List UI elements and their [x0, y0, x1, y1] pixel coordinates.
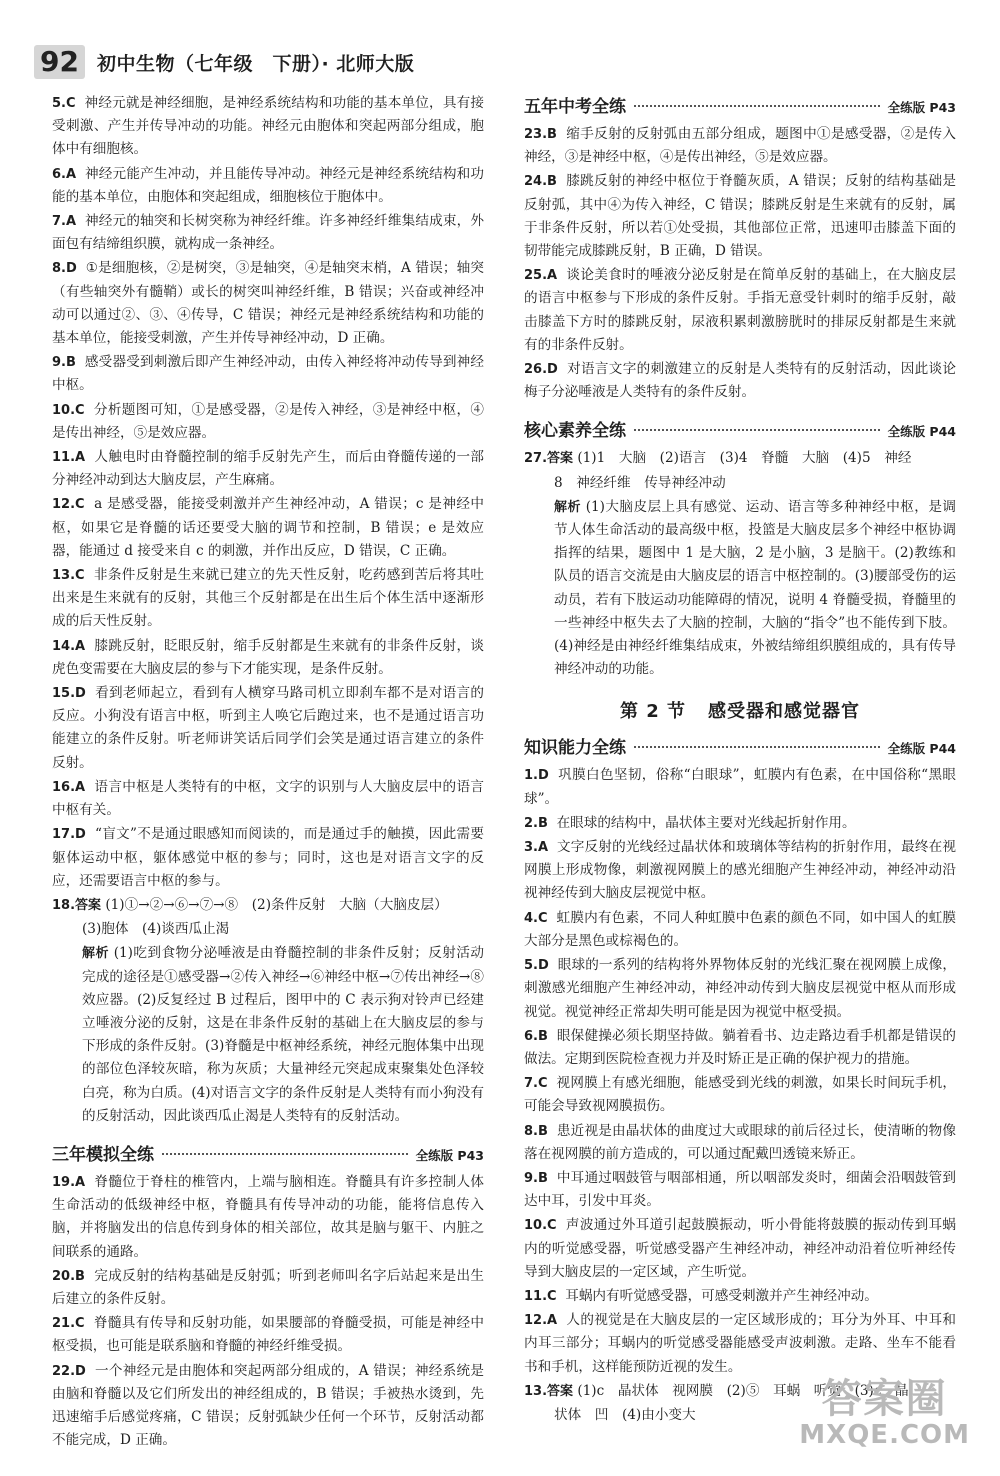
- answer-number: 5.C: [52, 96, 76, 111]
- answer-item: [524, 907, 956, 953]
- answer-number: 20.B: [52, 1268, 85, 1284]
- answer-text: (1)c 晶状体 视网膜 (2)⑤ 耳蜗 听觉 (3)c 晶: [577, 1382, 909, 1399]
- answer-text: 看到老师起立，看到有人横穿马路司机立即刹车都不是对语言的反应。小狗没有语言中枢，听到主人唤它后跑过来，也不是通过语言功能建立的条件反射。听老师讲笑话后同学们会笑是通过语言建立的条件反射。: [52, 685, 484, 771]
- analysis-label: 解析: [554, 499, 581, 515]
- answer-text: 在眼球的结构中，晶状体主要对光线起折射作用。: [556, 814, 856, 831]
- answer-number: 9.B: [52, 355, 76, 371]
- answer-number: 11.A: [52, 450, 86, 466]
- answer-text: 眼保健操必须长期坚持做。躺着看书、边走路边看手机都是错误的做法。定期到医院检查视力并及时矫正是正确的保护视力的措施。: [524, 1027, 956, 1067]
- answer-item: [52, 682, 484, 775]
- answer-item: [524, 1285, 956, 1308]
- answer-number: 26.D: [524, 362, 558, 378]
- answer-item: [52, 493, 484, 563]
- section-title: 知识能力全练: [524, 738, 626, 759]
- answer-text: “盲文”不是通过眼感知而阅读的，而是通过手的触摸，因此需要躯体运动中枢，躯体感觉中枢的参与；同时，这也是对语言文字的反应，还需要语言中枢的参与。: [52, 826, 484, 889]
- answer-number: 10.C: [52, 402, 85, 418]
- answer-text: (1)①→②→⑥→⑦→⑧ (2)条件反射 大脑（大脑皮层）: [105, 896, 448, 913]
- answer-number: 13.答案: [524, 1383, 574, 1399]
- answer-text: 脊髓位于脊柱的椎管内，上端与脑相连。脊髓具有许多控制人体生命活动的低级神经中枢，脊髓具有传导冲动的功能，能将信息传入脑，并将脑发出的信息传到身体的相关部位，故其是脑与躯干、内脏之间联系的通路。: [52, 1173, 484, 1260]
- answer-number: 12.C: [52, 497, 85, 513]
- answer-item: [52, 257, 484, 350]
- answer-item: [52, 1360, 484, 1453]
- answer-item: [524, 170, 956, 263]
- answer-item: [524, 264, 956, 357]
- answer-line: [52, 894, 484, 917]
- question-27: [524, 447, 956, 681]
- answer-item: [52, 1312, 484, 1358]
- answer-item: [524, 836, 956, 906]
- page-number: 92: [34, 45, 85, 79]
- answer-text: 语言中枢是人类特有的中枢，文字的识别与人大脑皮层中的语言中枢有关。: [52, 778, 484, 819]
- answer-text: 视网膜上有感光细胞，能感受到光线的刺激，如果长时间玩手机，可能会导致视网膜损伤。: [524, 1075, 956, 1115]
- answer-number: 6.A: [52, 166, 77, 182]
- answer-text: (1)1 大脑 (2)语言 (3)4 脊髓 大脑 (4)5 神经: [577, 450, 912, 467]
- answer-text: 谈论美食时的唾液分泌反射是在简单反射的基础上，在大脑皮层的语言中枢参与下形成的条件反射。手指无意受针刺时的缩手反射，敲击膝盖下方时的膝跳反射，尿液积累刺激膀胱时的排尿反射都是生来就有的非条件反射。: [524, 267, 956, 353]
- answer-item: [52, 1265, 484, 1311]
- answer-number: 11.C: [524, 1288, 557, 1304]
- answer-item: [524, 123, 956, 169]
- section-header-hexin: [524, 416, 956, 441]
- answer-number: 17.D: [52, 827, 86, 843]
- answer-text: 眼球的一系列的结构将外界物体反射的光线汇聚在视网膜上成像，刺激感光细胞产生神经冲动，神经冲动传到大脑皮层视觉中枢从而形成视觉。视觉神经正常却失明可能是因为视觉中枢受损。: [524, 957, 956, 1020]
- answer-item: [52, 92, 484, 162]
- answer-list-wunian: [524, 123, 956, 404]
- answer-text: 一个神经元是由胞体和突起两部分组成的，A 错误；神经系统是由脑和脊髓以及它们所发出的神经组成的，B 错误；手被热水烫到，先迅速缩手后感觉疼痛，C 错误；反射弧缺少任何一个环节，反射活动都不能完成，D 正确。: [52, 1362, 484, 1449]
- watermark-logo: 答案圈: [821, 1376, 948, 1422]
- section-ref: 全练版 P43: [415, 1147, 484, 1163]
- section-ref: 全练版 P44: [887, 424, 956, 440]
- section-dotted-line: [634, 105, 880, 107]
- question-18: [52, 894, 484, 1128]
- answer-number: 7.C: [524, 1076, 548, 1092]
- chapter-name: 感受器和感觉器官: [708, 701, 861, 723]
- answer-text: 膝跳反射的神经中枢位于脊髓灰质，A 错误；反射的结构基础是反射弧，其中④为传入神经，C 错误；膝跳反射是生来就有的反射，属于非条件反射，所以若①处受损，其他部位正常，迅速叩击膝盖下面的韧带能完成膝跳反射，B 正确，D 错误。: [524, 173, 956, 260]
- answer-item: [524, 1120, 956, 1166]
- answer-text: 膝跳反射，眨眼反射，缩手反射都是生来就有的非条件反射，谈虎色变需要在大脑皮层的参与下才能实现，是条件反射。: [52, 637, 484, 677]
- answer-number: 16.A: [52, 779, 86, 795]
- answer-text: 非条件反射是生来就已建立的先天性反射，吃药感到苦后将其吐出来是生来就有的反射，其他三个反射都是在出生后个体生活中逐渐形成的后天性反射。: [52, 567, 484, 630]
- section-title: 五年中考全练: [524, 97, 626, 117]
- answer-item: [52, 163, 484, 209]
- answer-number: 18.答案: [52, 897, 102, 913]
- answer-text: 神经元就是神经细胞，是神经系统结构和功能的基本单位，具有接受刺激、产生并传导冲动的功能。神经元由胞体和突起两部分组成，胞体中有细胞核。: [52, 95, 484, 158]
- answer-number: 15.D: [52, 686, 86, 702]
- answer-item: [52, 635, 484, 681]
- answer-text: 状体 凹 (4)由小变大: [554, 1406, 696, 1423]
- answer-text: 缩手反射的反射弧由五部分组成，题图中①是感受器，②是传入神经，③是神经中枢，④是传出神经，⑤是效应器。: [524, 126, 956, 166]
- answer-item: [524, 764, 956, 810]
- book-title: 初中生物（七年级 下册）· 北师大版: [96, 52, 415, 75]
- answer-text: 脊髓具有传导和反射功能，如果腰部的脊髓受损，可能是神经中枢受损，也可能是联系脑和脊髓的神经纤维受损。: [52, 1315, 484, 1355]
- answer-text: ①是细胞核，②是树突，③是轴突，④是轴突末梢，A 错误；轴突（有些轴突外有髓鞘）或长的树突叫神经纤维，B 错误；兴奋或神经冲动可以通过②、③、④传导，C 错误；神经元是神经系统结构和功能的基本单位，能接受刺激，产生并传导神经冲动，D 正确。: [52, 260, 484, 347]
- answer-text: 虹膜内有色素，不同人种虹膜中色素的颜色不同，如中国人的虹膜大部分是黑色或棕褐色的。: [524, 909, 956, 949]
- answer-text: 巩膜白色坚韧，俗称“白眼球”，虹膜内有色素，在中国俗称“黑眼球”。: [524, 767, 956, 807]
- right-column: [524, 92, 956, 1428]
- page-header: [34, 42, 414, 82]
- chapter-number: 第 2 节: [619, 701, 687, 723]
- answer-item: [52, 351, 484, 397]
- answer-text: 8 神经纤维 传导神经冲动: [554, 474, 726, 491]
- answer-text: 神经元的轴突和长树突称为神经纤维。许多神经纤维集结成束，外面包有结缔组织膜，就构成一条神经。: [52, 213, 484, 253]
- answer-number: 21.C: [52, 1316, 85, 1332]
- answer-item: [52, 399, 484, 445]
- answer-line: [524, 472, 956, 495]
- answer-item: [52, 564, 484, 634]
- answer-item: [524, 1072, 956, 1118]
- analysis-text: (1)吃到食物分泌唾液是由脊髓控制的非条件反射；反射活动完成的途径是①感受器→②传入神经→⑥神经中枢→⑦传出神经→⑧效应器。(2)反复经过 B 过程后，图甲中的 C 表示狗对铃声已经建立唾液分泌的反射，这是在非条件反射的基础上在大脑皮层的参与下形成的条件反射。(3)脊髓是中枢神经系统，神经元胞体集中出现的部位色泽较灰暗，称为灰质；大量神经元突起成束聚集处色泽较白亮，称为白质。(4)对语言文字的条件反射是人类特有而小狗没有的反射活动，因此谈西瓜止渴是人类特有的反射活动。: [82, 945, 484, 1124]
- answer-number: 10.C: [524, 1218, 557, 1234]
- answer-number: 12.A: [524, 1313, 558, 1329]
- answer-line: [524, 447, 956, 470]
- answer-item: [524, 812, 956, 835]
- section-ref: 全练版 P43: [887, 100, 956, 115]
- answer-text: (3)胞体 (4)谈西瓜止渴: [82, 921, 230, 938]
- answer-list-zhishi: [524, 764, 956, 1378]
- section-dotted-line: [634, 429, 880, 431]
- answer-number: 4.C: [524, 910, 548, 926]
- answer-item: [52, 210, 484, 256]
- answer-list-sanian: [52, 1171, 484, 1452]
- answer-number: 19.A: [52, 1174, 86, 1190]
- left-column: [52, 92, 484, 1453]
- analysis-label: 解析: [82, 946, 109, 962]
- answer-text: 人触电时由脊髓控制的缩手反射先产生，而后由脊髓传递的一部分神经冲动到达大脑皮层，产生麻痛。: [52, 449, 484, 489]
- answer-item: [52, 823, 484, 893]
- answer-number: 23.B: [524, 127, 557, 142]
- answer-number: 22.D: [52, 1363, 86, 1379]
- answer-number: 5.D: [524, 958, 549, 974]
- answer-number: 24.B: [524, 174, 557, 190]
- answer-number: 1.D: [524, 768, 549, 784]
- answer-item: [524, 1214, 956, 1284]
- answer-line: [52, 918, 484, 941]
- answer-text: 中耳通过咽鼓管与咽部相通，所以咽部发炎时，细菌会沿咽鼓管到达中耳，引发中耳炎。: [524, 1169, 956, 1210]
- answer-number: 25.A: [524, 268, 558, 284]
- answer-item: [524, 1167, 956, 1213]
- section-dotted-line: [162, 1153, 408, 1155]
- analysis: [524, 496, 956, 682]
- answer-number: 13.C: [52, 568, 85, 584]
- section-dotted-line: [634, 746, 880, 748]
- answer-number: 7.A: [52, 214, 77, 230]
- answer-text: 声波通过外耳道引起鼓膜振动，听小骨能将鼓膜的振动传到耳蜗内的听觉感受器，听觉感受器产生神经冲动，神经冲动沿着位听神经传导到大脑皮层的一定区域，产生听觉。: [524, 1217, 956, 1280]
- section-header-zhishi: [524, 733, 956, 758]
- section-title: 三年模拟全练: [52, 1144, 154, 1165]
- answer-number: 27.答案: [524, 451, 574, 467]
- answer-text: a 是感受器，能接受刺激并产生神经冲动，A 错误；c 是神经中枢，如果它是脊髓的话还要受大脑的调节和控制，B 错误；e 是效应器，能通过 d 接受来自 c 的刺激，并作出反应，D 错误，C 正确。: [52, 496, 484, 559]
- answer-text: 分析题图可知，①是感受器，②是传入神经，③是神经中枢，④是传出神经，⑤是效应器。: [52, 401, 484, 441]
- answer-text: 完成反射的结构基础是反射弧；听到老师叫名字后站起来是出生后建立的条件反射。: [52, 1267, 484, 1307]
- section-header-sanian: [52, 1140, 484, 1165]
- answer-text: 文字反射的光线经过晶状体和玻璃体等结构的折射作用，最终在视网膜上形成物像，刺激视网膜上的感光细胞产生神经冲动，神经冲动沿视神经传到大脑皮层视觉中枢。: [524, 839, 956, 902]
- answer-text: 神经元能产生冲动，并且能传导冲动。神经元是神经系统结构和功能的基本单位，由胞体和突起组成，细胞核位于胞体中。: [52, 165, 484, 205]
- answer-number: 8.D: [52, 261, 77, 277]
- answer-text: 感受器受到刺激后即产生神经冲动，由传入神经将冲动传导到神经中枢。: [52, 354, 484, 394]
- section-header-wunian: [524, 92, 956, 117]
- watermark-url: MXQE.COM: [799, 1420, 970, 1450]
- answer-number: 6.B: [524, 1028, 548, 1044]
- answer-number: 3.A: [524, 840, 549, 856]
- answer-text: 耳蜗内有听觉感受器，可感受刺激并产生神经冲动。: [565, 1287, 878, 1304]
- section-title: 核心素养全练: [524, 421, 626, 442]
- answer-item: [52, 776, 484, 822]
- answer-item: [52, 446, 484, 492]
- answer-text: 人的视觉是在大脑皮层的一定区域形成的；耳分为外耳、中耳和内耳三部分；耳蜗内的听觉感受器能感受声波刺激。走路、坐车不能看书和手机，这样能预防近视的发生。: [524, 1312, 956, 1375]
- answer-item: [524, 358, 956, 404]
- answer-text: 患近视是由晶状体的曲度过大或眼球的前后径过长，使清晰的物像落在视网膜的前方造成的，可以通过配戴凹透镜来矫正。: [524, 1122, 956, 1162]
- analysis-text: (1)大脑皮层上具有感觉、运动、语言等多种神经中枢，是调节人体生命活动的最高级中枢，投篮是大脑皮层多个神经中枢协调指挥的结果，题图中 1 是大脑，2 是小脑，3 是脑干。(2)教练和队员的语言交流是由大脑皮层的语言中枢控制的。(3)腰部受伤的运动员，若有下肢运动功能障碍的情况，说明 4 脊髓受损，脊髓里的一些神经中枢失去了大脑的控制，大脑的“指令”也不能传到下肢。(4)神经是由神经纤维集结成束，外被结缔组织膜组成的，具有传导神经冲动的功能。: [554, 498, 956, 678]
- answer-text: 对语言文字的刺激建立的反射是人类特有的反射活动，因此谈论梅子分泌唾液是人类特有的条件反射。: [524, 361, 956, 401]
- answer-item: [524, 1025, 956, 1071]
- answer-number: 14.A: [52, 638, 86, 654]
- analysis: [52, 942, 484, 1128]
- answer-item: [52, 1171, 484, 1264]
- answer-item: [524, 1309, 956, 1379]
- answer-number: 2.B: [524, 815, 548, 831]
- answer-number: 9.B: [524, 1170, 548, 1186]
- answer-item: [524, 954, 956, 1024]
- answer-list-left: [52, 92, 484, 893]
- chapter-title: [524, 697, 956, 723]
- watermark: [799, 1378, 970, 1450]
- section-ref: 全练版 P44: [887, 741, 956, 757]
- answer-number: 8.B: [524, 1123, 548, 1139]
